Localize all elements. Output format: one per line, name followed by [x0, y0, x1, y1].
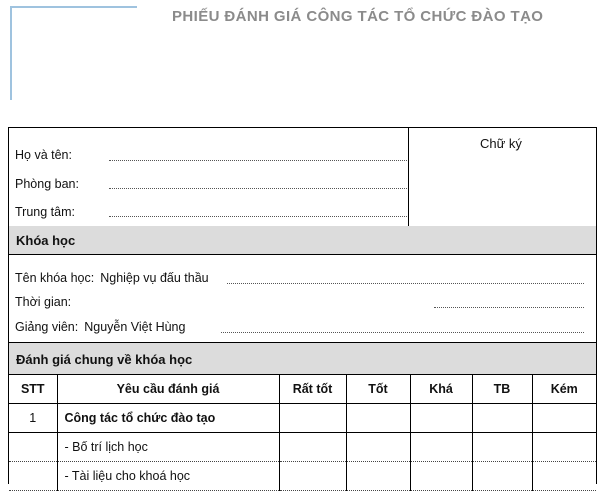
evaluation-form	[8, 127, 597, 484]
row-stt: 1	[9, 404, 57, 433]
evaluation-table	[9, 374, 596, 491]
course-section-header	[9, 226, 596, 255]
table-header-row	[9, 375, 596, 404]
corner-line-vertical	[10, 6, 12, 100]
table-row	[9, 404, 596, 433]
rating-cell-excellent[interactable]	[279, 404, 346, 433]
rating-cell-fair[interactable]	[410, 404, 472, 433]
row-criteria: - Tài liệu cho khoá học	[57, 462, 279, 491]
course-name-label: Tên khóa học:	[15, 271, 95, 285]
rating-cell-fair[interactable]	[410, 433, 472, 462]
rating-cell-excellent[interactable]	[279, 462, 346, 491]
personal-info-fields	[9, 128, 409, 226]
corner-line-horizontal	[10, 6, 137, 8]
rating-cell-average[interactable]	[472, 404, 532, 433]
center-field[interactable]	[109, 216, 407, 217]
evaluation-section-header	[9, 342, 596, 375]
lecturer-field[interactable]	[221, 332, 584, 333]
course-info-block	[9, 254, 596, 342]
rating-cell-poor[interactable]	[532, 462, 596, 491]
row-stt	[9, 433, 57, 462]
course-name-row	[15, 271, 209, 285]
course-name-field[interactable]	[227, 283, 584, 284]
lecturer-label: Giảng viên:	[15, 320, 79, 334]
column-header-excellent: Rất tốt	[279, 375, 346, 404]
name-field[interactable]	[109, 160, 407, 161]
rating-cell-fair[interactable]	[410, 462, 472, 491]
time-label: Thời gian:	[15, 295, 72, 309]
department-label: Phòng ban:	[15, 177, 79, 191]
column-header-good: Tốt	[346, 375, 410, 404]
rating-cell-poor[interactable]	[532, 404, 596, 433]
lecturer-row	[15, 320, 185, 334]
rating-cell-good[interactable]	[346, 404, 410, 433]
column-header-criteria: Yêu cầu đánh giá	[57, 375, 279, 404]
column-header-fair: Khá	[410, 375, 472, 404]
rating-cell-average[interactable]	[472, 462, 532, 491]
table-row	[9, 462, 596, 491]
course-name-value: Nghiệp vụ đấu thầu	[100, 271, 209, 285]
column-header-poor: Kém	[532, 375, 596, 404]
column-header-average: TB	[472, 375, 532, 404]
row-criteria: - Bố trí lịch học	[57, 433, 279, 462]
rating-cell-poor[interactable]	[532, 433, 596, 462]
form-title: PHIẾU ĐÁNH GIÁ CÔNG TÁC TỔ CHỨC ĐÀO TẠO	[172, 8, 544, 25]
evaluation-section-title: Đánh giá chung về khóa học	[16, 352, 193, 367]
rating-cell-good[interactable]	[346, 433, 410, 462]
department-field[interactable]	[109, 188, 407, 189]
center-label: Trung tâm:	[15, 205, 75, 219]
rating-cell-excellent[interactable]	[279, 433, 346, 462]
time-field[interactable]	[434, 307, 584, 308]
lecturer-value: Nguyễn Việt Hùng	[84, 320, 186, 334]
name-label: Họ và tên:	[15, 148, 72, 162]
row-criteria: Công tác tổ chức đào tạo	[57, 404, 279, 433]
row-stt	[9, 462, 57, 491]
personal-info-block	[9, 128, 596, 227]
rating-cell-average[interactable]	[472, 433, 532, 462]
table-row	[9, 433, 596, 462]
column-header-stt: STT	[9, 375, 57, 404]
rating-cell-good[interactable]	[346, 462, 410, 491]
signature-label: Chữ ký	[480, 136, 522, 151]
course-section-title: Khóa học	[16, 233, 76, 248]
